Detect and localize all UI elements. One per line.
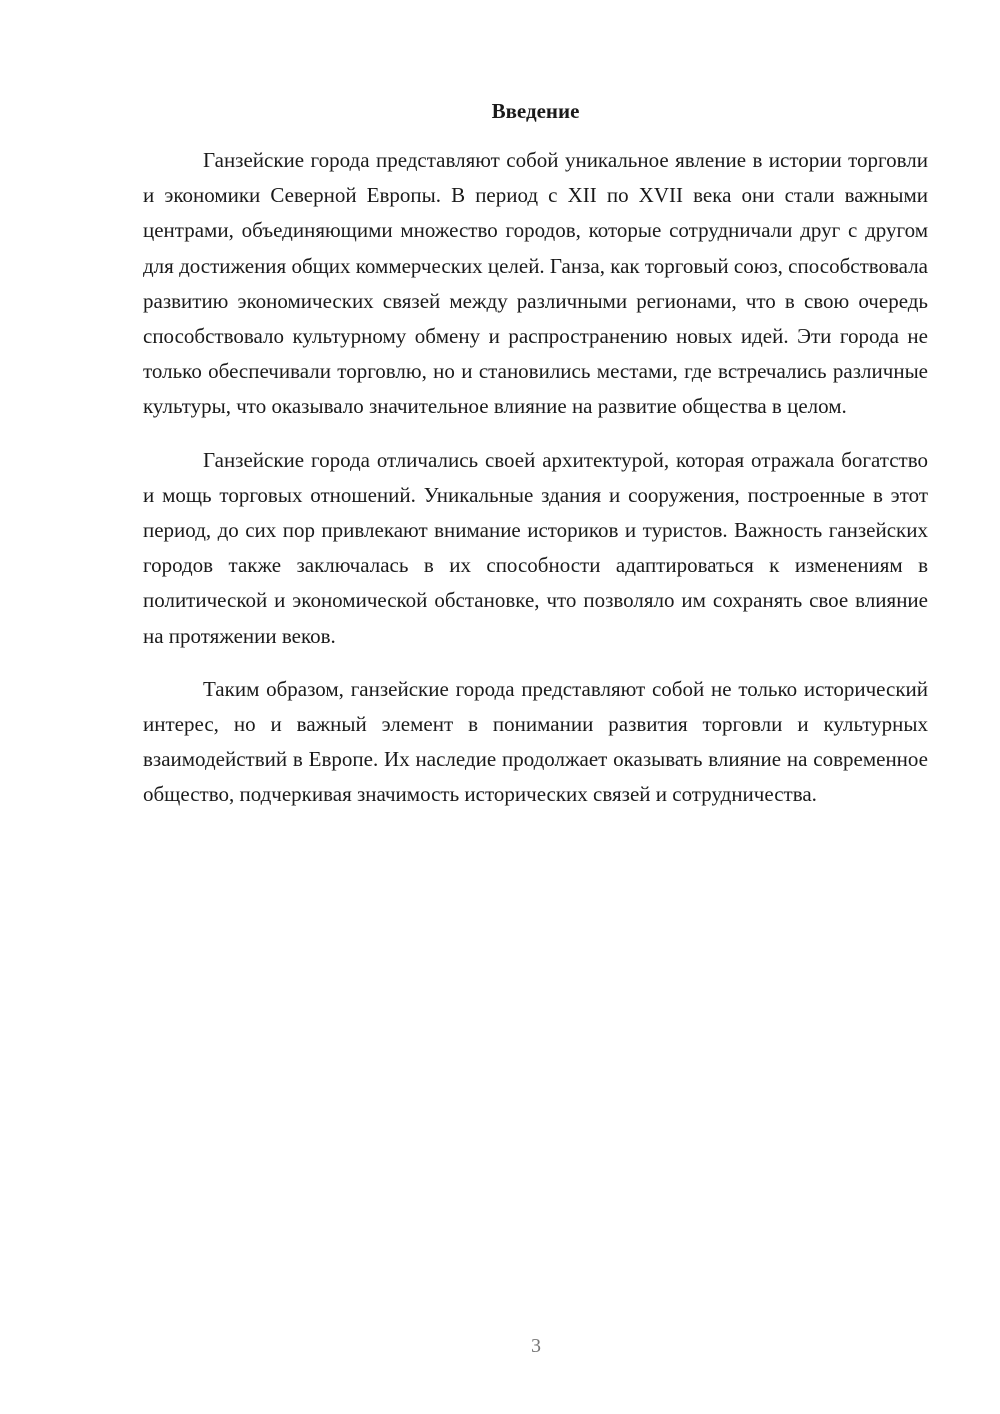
paragraph-2: Ганзейские города отличались своей архитектурой, которая отражала богатство и мощь торговых отношений. Уникальные здания и сооружения, построенные в этот период, до сих пор привлекают внимание историков и туристов. Важность ганзейских городов также заключалась в их способности адаптироваться к изменениям в политической и экономической обстановке, что позволяло им сохранять свое влияние на протяжении веков. [143, 447, 928, 648]
body-text [143, 143, 928, 831]
paragraph-1: Ганзейские города представляют собой уникальное явление в истории торговли и экономики Северной Европы. В период с XII по XVII века они стали важными центрами, объединяющими множество городов, которые сотрудничали друг с другом для достижения общих коммерческих целей. Ганза, как торговый союз, способствовала развитию экономических связей между различными регионами, что в свою очередь способствовало культурному обмену и распространению новых идей. Эти города не только обеспечивали торговлю, но и становились местами, где встречались различные культуры, что оказывало значительное влияние на развитие общества в целом. [143, 148, 928, 419]
page-number: 3 [531, 1335, 541, 1357]
page-title: Введение [491, 99, 580, 123]
paragraph-3: Таким образом, ганзейские города представляют собой не только исторический интерес, но и важный элемент в понимании развития торговли и культурных взаимодействий в Европе. Их наследие продолжает оказывать влияние на современное общество, подчеркивая значимость исторических связей и сотрудничества. [143, 676, 928, 807]
